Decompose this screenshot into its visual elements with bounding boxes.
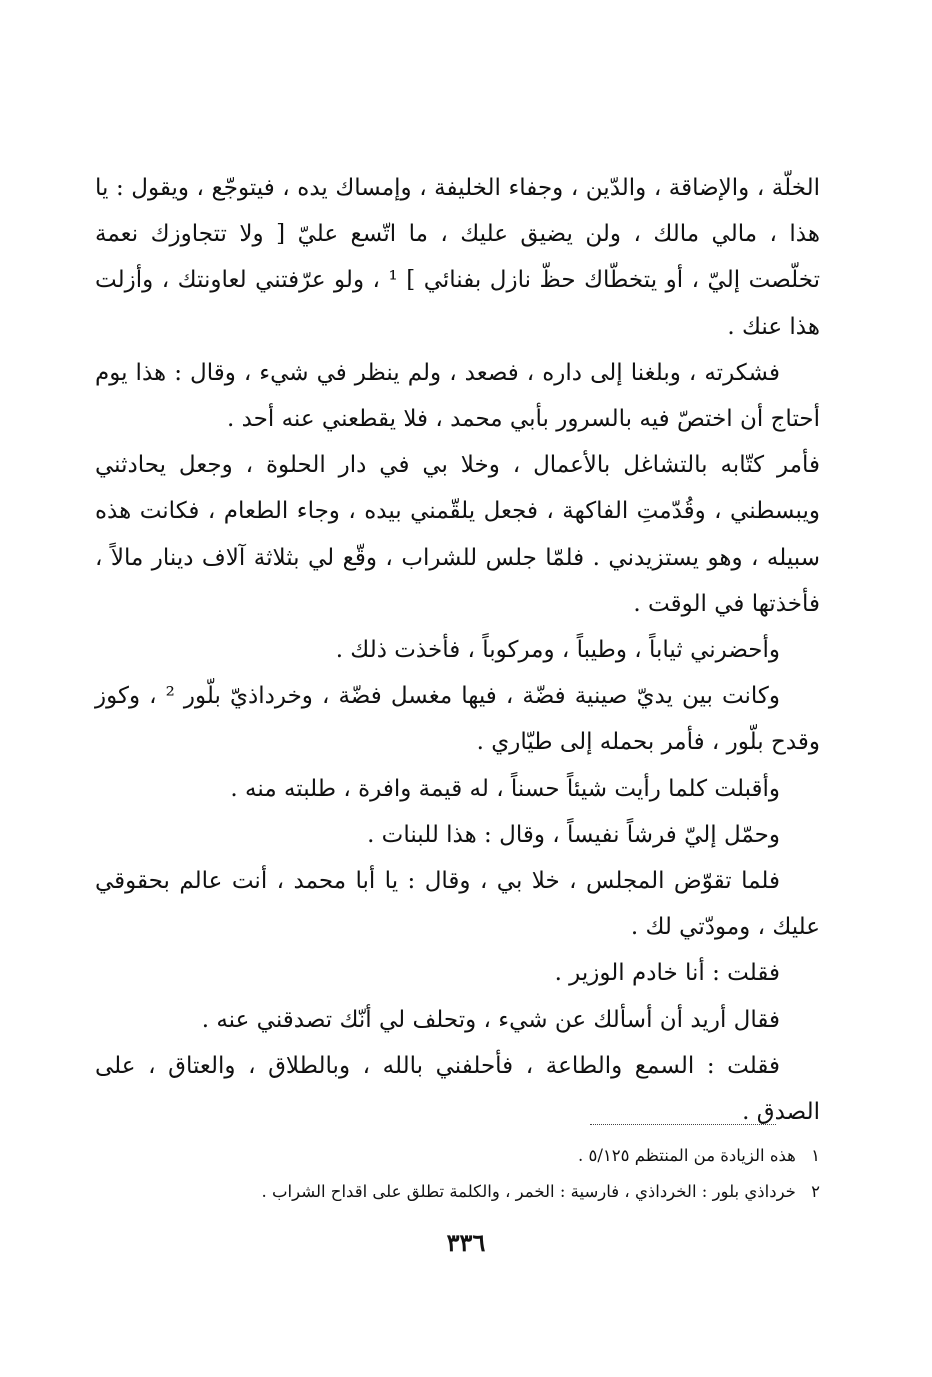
- paragraph-10: فقال أريد أن أسألك عن شيء ، وتحلف لي أنّك تصدقني عنه .: [201, 1006, 780, 1033]
- paragraph-7: وحمّل إليّ فرشاً نفيساً ، وقال : هذا للبنات .: [367, 821, 780, 848]
- footnote-text: هذه الزيادة من المنتظم ٥/١٢٥ .: [578, 1146, 796, 1165]
- paragraph-6: وأقبلت كلما رأيت شيئاً حسناً ، له قيمة وافرة ، طلبته منه .: [230, 775, 780, 802]
- page-number: ٣٣٦: [446, 1228, 486, 1257]
- footnote-separator: [590, 1124, 776, 1125]
- footnote-text: خرداذي بلور : الخرداذي ، فارسية : الخمر ، والكلمة تطلق على اقداح الشراب .: [261, 1182, 796, 1201]
- footnote-1: [95, 1138, 820, 1174]
- footnote-number: ٢: [811, 1182, 820, 1201]
- paragraph-1: الخلّة ، والإضاقة ، والدّين ، وجفاء الخليفة ، وإمساك يده ، فيتوجّع ، ويقول : يا هذا ، مالي مالك ، ولن يضيق عليك ، ما اتّسع عليّ [ ولا تتجاوزك نعمة تخلّصت إليّ ، أو يتخطّاك حظّ نازل بفنائي ] ¹ ، ولو عرّفتني لعاونتك ، وأزلت هذا عنك .: [95, 175, 821, 340]
- paragraph-9: فقلت : أنا خادم الوزير .: [554, 960, 780, 987]
- paragraph-11: فقلت : السمع والطاعة ، فأحلفني بالله ، وبالطلاق ، والعتاق ، على الصدق .: [95, 1052, 820, 1126]
- footnotes: [95, 1138, 820, 1210]
- paragraph-4: وأحضرني ثياباً ، وطيباً ، ومركوباً ، فأخذت ذلك .: [335, 637, 780, 664]
- footnote-2: [95, 1174, 820, 1210]
- body-text: [95, 165, 820, 1135]
- paragraph-5: وكانت بين يديّ صينية فضّة ، فيها مغسل فضّة ، وخرداذيّ بلّور ² ، وكوز وقدح بلّور ، فأمر بحمله إلى طيّاري .: [95, 683, 820, 756]
- paragraph-3: فأمر كتّابه بالتشاغل بالأعمال ، وخلا بي في دار الحلوة ، وجعل يحادثني ويبسطني ، وقُدّمتِ الفاكهة ، فجعل يلقّمني بيده ، وجاء الطعام ، فكانت هذه سبيله ، وهو يستزيدني . فلمّا جلس للشراب ، وقّع لي بثلاثة آلاف دينار مالاً ، فأخذتها في الوقت .: [95, 452, 820, 617]
- footnote-number: ١: [811, 1146, 820, 1165]
- paragraph-2: فشكرته ، وبلغنا إلى داره ، فصعد ، ولم ينظر في شيء ، وقال : هذا يوم أحتاج أن اختصّ فيه بالسرور بأبي محمد ، فلا يقطعني عنه أحد .: [95, 359, 820, 433]
- paragraph-8: فلما تقوّض المجلس ، خلا بي ، وقال : يا أبا محمد ، أنت عالم بحقوقي عليك ، ومودّتي لك .: [95, 868, 820, 941]
